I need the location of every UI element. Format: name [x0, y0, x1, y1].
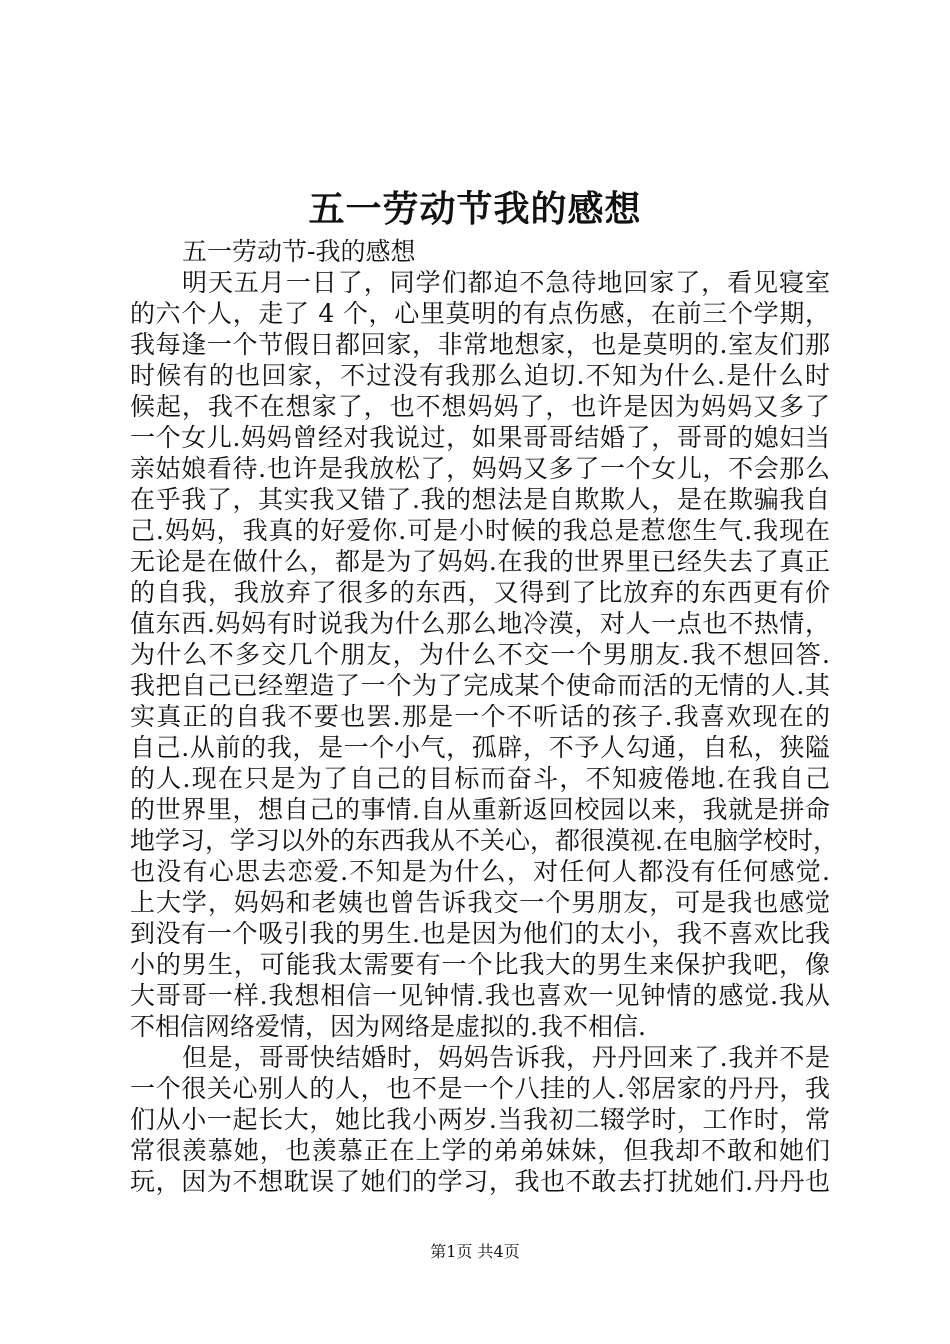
text-line: 大哥哥一样.我想相信一见钟情.我也喜欢一见钟情的感觉.我从: [130, 981, 830, 1010]
document-title: 五一劳动节我的感想: [308, 188, 642, 230]
text-line: 值东西.妈妈有时说我为什么那么地冷漠，对人一点也不热情，: [130, 609, 830, 638]
text-line: 不相信网络爱情，因为网络是虚拟的.我不相信.: [130, 1012, 646, 1041]
text-line: 的世界里，想自己的事情.自从重新返回校园以来，我就是拼命: [130, 795, 830, 824]
text-line: 的人.现在只是为了自己的目标而奋斗，不知疲倦地.在我自己: [130, 764, 830, 793]
text-line: 我每逢一个节假日都回家，非常地想家，也是莫明的.室友们那: [130, 330, 830, 359]
text-line: 上大学，妈妈和老姨也曾告诉我交一个男朋友，可是我也感觉: [130, 888, 830, 917]
text-line: 候起，我不在想家了，也不想妈妈了，也许是因为妈妈又多了: [130, 392, 830, 421]
text-line: 一个女儿.妈妈曾经对我说过，如果哥哥结婚了，哥哥的媳妇当: [130, 423, 830, 452]
text-line: 常很羡慕她，也羡慕正在上学的弟弟妹妹，但我却不敢和她们: [130, 1136, 830, 1165]
text-line: 亲姑娘看待.也许是我放松了，妈妈又多了一个女儿，不会那么: [130, 454, 830, 483]
text-line: 在乎我了，其实我又错了.我的想法是自欺欺人，是在欺骗我自: [130, 485, 830, 514]
page-number-footer: 第1页 共4页: [430, 1242, 520, 1261]
text-line: 的六个人，走了 4 个，心里莫明的有点伤感，在前三个学期，: [130, 299, 830, 328]
text-line: 我把自己已经塑造了一个为了完成某个使命而活的无情的人.其: [130, 671, 830, 700]
text-line: 玩，因为不想耽误了她们的学习，我也不敢去打扰她们.丹丹也: [130, 1167, 830, 1196]
text-line: 到没有一个吸引我的男生.也是因为他们的太小，我不喜欢比我: [130, 919, 830, 948]
text-line: 实真正的自我不要也罢.那是一个不听话的孩子.我喜欢现在的: [130, 702, 830, 731]
text-line: 地学习，学习以外的东西我从不关心，都很漠视.在电脑学校时，: [130, 826, 838, 855]
text-line: 但是，哥哥快结婚时，妈妈告诉我，丹丹回来了.我并不是: [182, 1043, 830, 1072]
text-line: 们从小一起长大，她比我小两岁.当我初二辍学时，工作时，常: [130, 1105, 830, 1134]
text-line: 五一劳动节-我的感想: [182, 237, 416, 266]
text-line: 时候有的也回家，不过没有我那么迫切.不知为什么.是什么时: [130, 361, 830, 390]
text-line: 的自我，我放弃了很多的东西，又得到了比放弃的东西更有价: [130, 578, 830, 607]
text-line: 己.妈妈，我真的好爱你.可是小时候的我总是惹您生气.我现在: [130, 516, 830, 545]
text-line: 也没有心思去恋爱.不知是为什么，对任何人都没有任何感觉.: [130, 857, 830, 886]
text-line: 自己.从前的我，是一个小气，孤辟，不予人勾通，自私，狭隘: [130, 733, 830, 762]
text-line: 为什么不多交几个朋友，为什么不交一个男朋友.我不想回答.: [130, 640, 830, 669]
text-line: 无论是在做什么，都是为了妈妈.在我的世界里已经失去了真正: [130, 547, 830, 576]
text-line: 小的男生，可能我太需要有一个比我大的男生来保护我吧，像: [130, 950, 830, 979]
document-body: [130, 236, 838, 1197]
text-line: 明天五月一日了，同学们都迫不急待地回家了，看见寝室: [182, 268, 830, 297]
text-line: 一个很关心别人的人，也不是一个八挂的人.邻居家的丹丹，我: [130, 1074, 830, 1103]
